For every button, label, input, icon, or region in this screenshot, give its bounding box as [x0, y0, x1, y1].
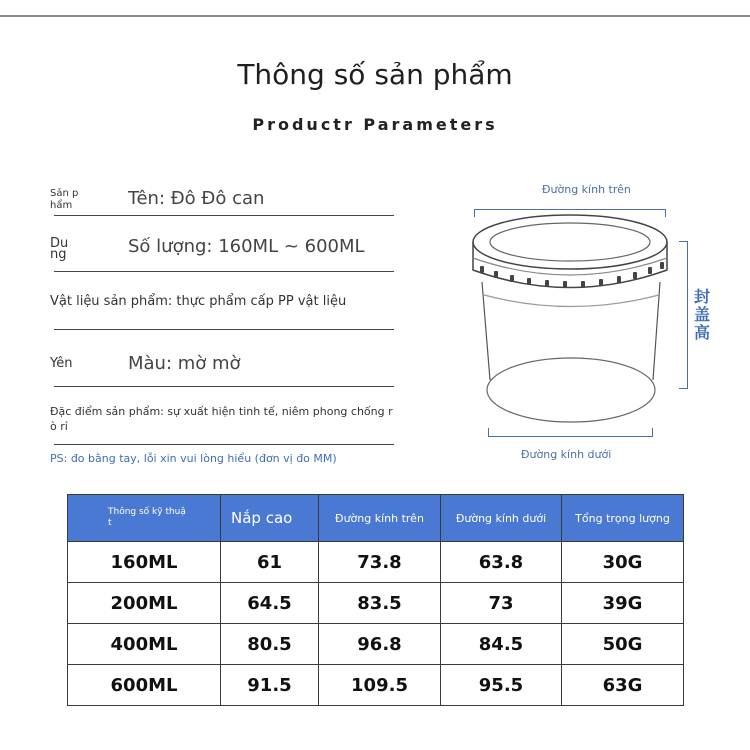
spec-value-line1: Đặc điểm sản phẩm: sự xuất hiện tinh tế, niêm phong chống r: [50, 405, 393, 418]
cell-bottom: 73: [441, 583, 562, 624]
bottom-dimension-line: [488, 436, 653, 437]
spec-key-line1: Du: [50, 236, 69, 251]
side-dimension-line: [687, 241, 688, 389]
spec-row-quantity: [50, 232, 394, 274]
table-row: [68, 542, 684, 583]
table-row: [68, 583, 684, 624]
ps-note: PS: đo bằng tay, lỗi xin vui lòng hiểu (đơn vị đo MM): [50, 452, 337, 465]
page-subtitle: Productr Parameters: [252, 115, 498, 134]
header-spec-line2: t: [108, 518, 112, 528]
header-spec: [68, 495, 221, 542]
page-title: Thông số sản phẩm: [237, 58, 513, 91]
spec-key-line1: Sản p: [50, 188, 79, 199]
cell-top: 83.5: [319, 583, 441, 624]
spec-row-name: [50, 184, 394, 218]
spec-value: Màu: mờ mờ: [128, 353, 241, 374]
spec-value: Số lượng: 160ML ~ 600ML: [128, 236, 365, 257]
cell-cap: 61: [221, 542, 319, 583]
jar-bottom-ellipse: [487, 358, 655, 422]
spec-row-material: [50, 292, 394, 332]
header-cap-height: Nắp cao: [221, 495, 319, 542]
table-row: [68, 624, 684, 665]
cell-size: 400ML: [68, 624, 221, 665]
spec-row-color: [50, 350, 394, 390]
parameters-table: [67, 494, 684, 706]
side-dimension-tick-bottom: [679, 388, 687, 389]
cell-bottom: 84.5: [441, 624, 562, 665]
jar-neck-curve: [484, 295, 659, 307]
cell-top: 73.8: [319, 542, 441, 583]
top-divider: [0, 15, 750, 17]
jar-lid-inner: [490, 223, 650, 261]
cap-height-label: 封盖高: [694, 287, 711, 342]
jar-lid-rim: [473, 242, 667, 288]
table-row: [68, 665, 684, 706]
spec-divider: [54, 215, 394, 216]
header-bottom-diameter: Đường kính dưới: [441, 495, 562, 542]
spec-divider: [54, 271, 394, 272]
cell-weight: 30G: [562, 542, 684, 583]
cell-size: 600ML: [68, 665, 221, 706]
spec-row-features: [50, 404, 410, 448]
table-header-row: [68, 495, 684, 542]
spec-value-line2: ò rỉ: [50, 420, 68, 433]
spec-key-line2: hẩm: [50, 200, 73, 211]
cell-top: 109.5: [319, 665, 441, 706]
cell-size: 160ML: [68, 542, 221, 583]
spec-divider: [54, 386, 394, 387]
cell-cap: 91.5: [221, 665, 319, 706]
spec-divider: [54, 329, 394, 330]
cell-cap: 80.5: [221, 624, 319, 665]
cell-weight: 39G: [562, 583, 684, 624]
header-total-weight: Tổng trọng lượng: [562, 495, 684, 542]
spec-value: Vật liệu sản phẩm: thực phẩm cấp PP vật liệu: [50, 294, 347, 309]
cell-cap: 64.5: [221, 583, 319, 624]
cell-size: 200ML: [68, 583, 221, 624]
header-top-diameter: Đường kính trên: [319, 495, 441, 542]
top-diameter-label: Đường kính trên: [542, 183, 631, 196]
cell-bottom: 95.5: [441, 665, 562, 706]
spec-key-line2: ng: [50, 247, 67, 262]
bottom-diameter-label: Đường kính dưới: [521, 448, 612, 461]
cell-top: 96.8: [319, 624, 441, 665]
cell-bottom: 63.8: [441, 542, 562, 583]
cell-weight: 63G: [562, 665, 684, 706]
cell-weight: 50G: [562, 624, 684, 665]
spec-key: Yên: [50, 356, 73, 371]
header-spec-line1: Thông số kỹ thuậ: [108, 507, 186, 517]
spec-divider: [54, 444, 394, 445]
jar-illustration: [460, 200, 680, 430]
side-dimension-tick-top: [679, 241, 687, 242]
spec-value: Tên: Đô Đô can: [128, 188, 265, 209]
